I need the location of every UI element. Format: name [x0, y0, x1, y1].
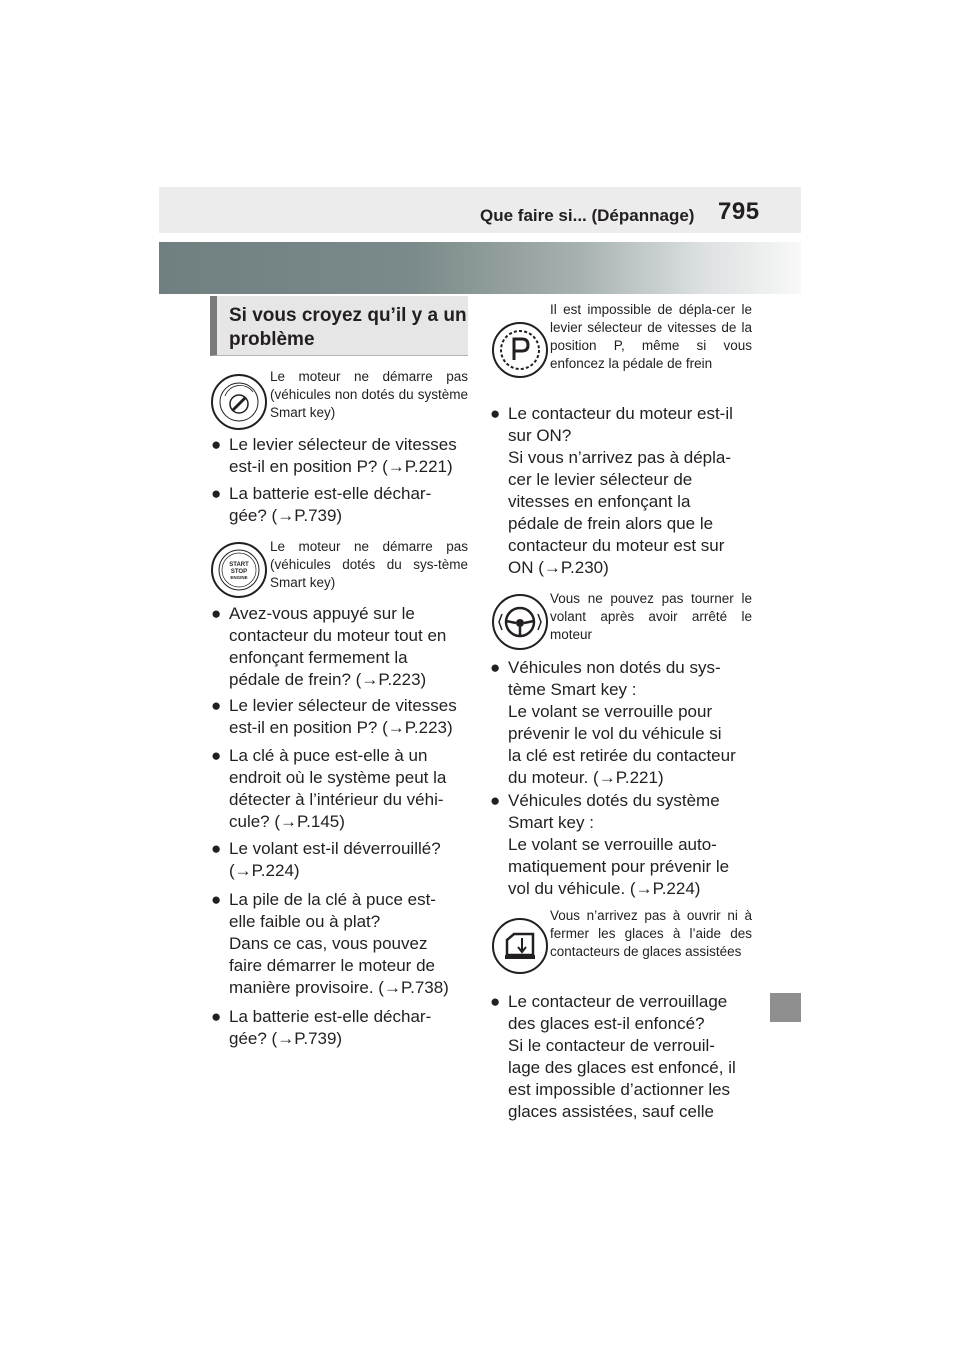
bullet-icon: ●: [211, 484, 222, 503]
engine-label: ENGINE: [230, 575, 248, 580]
page-number: 795: [718, 198, 760, 225]
bullet-icon: ●: [490, 992, 501, 1011]
chapter-side-tab: [770, 993, 801, 1022]
list-item-text: Avez-vous appuyé sur le contacteur du moteur tout en enfonçant fermement la pédale de frein? (→P.223): [229, 604, 447, 689]
bullet-icon: ●: [490, 791, 501, 810]
bullet-icon: ●: [211, 746, 222, 765]
list-item: [490, 991, 760, 1123]
list-item: [211, 838, 471, 882]
note-shift-lever-stuck: Il est impossible de dépla-cer le levier sélecteur de vitesses de la position P, même si vous enfoncez la pédale de frein: [550, 302, 752, 371]
start-stop-engine-button-icon: [211, 542, 267, 598]
section-heading-box: [210, 296, 468, 356]
steering-wheel-lock-icon: [492, 594, 548, 650]
section-title: Si vous croyez qu’il y a un problème: [229, 305, 467, 350]
list-item-text: La batterie est-elle déchar- gée? (→P.739): [229, 1007, 432, 1048]
list-item: [211, 1006, 471, 1050]
list-item-text: Le levier sélecteur de vitesses est-il en position P? (→P.223): [229, 696, 457, 737]
list-item-text: Le levier sélecteur de vitesses est-il en position P? (→P.221): [229, 435, 457, 476]
note-engine-no-start-smart: Le moteur ne démarre pas (véhicules dotés du sys-tème Smart key): [270, 539, 468, 590]
list-item-text: Le volant est-il déverrouillé? (→P.224): [229, 839, 441, 880]
list-item-text: La batterie est-elle déchar- gée? (→P.739): [229, 484, 432, 525]
bullet-icon: ●: [211, 604, 222, 623]
start-label: START: [229, 562, 249, 568]
bullet-icon: ●: [211, 839, 222, 858]
bullet-icon: ●: [211, 1007, 222, 1026]
bullet-icon: ●: [490, 658, 501, 677]
stop-label: STOP: [230, 569, 248, 575]
list-item-text: La clé à puce est-elle à un endroit où le système peut la détecter à l’intérieur du véhi- cule? (→P.145): [229, 746, 447, 831]
list-item-text: Le contacteur du moteur est-il sur ON? Si vous n’arrivez pas à dépla- cer le levier sélecteur de vitesses en enfonçant la pédale de frein alors que le contacteur du moteur est sur ON (→P.230): [508, 404, 733, 577]
chapter-title: Que faire si... (Dépannage): [480, 206, 695, 225]
bullet-icon: ●: [211, 890, 222, 909]
ignition-switch-icon: [211, 374, 267, 430]
list-item-text: Le contacteur de verrouillage des glaces est-il enfoncé? Si le contacteur de verrouil- lage des glaces est enfoncé, il est impossible d’actionner les glaces assistées, sauf celle: [508, 992, 736, 1121]
list-item: [490, 403, 760, 579]
bullet-icon: ●: [211, 435, 222, 454]
bullet-icon: ●: [490, 404, 501, 423]
list-item-text: Véhicules dotés du système Smart key : Le volant se verrouille auto- matiquement pour prévenir le vol du véhicule. (→P.224): [508, 791, 730, 898]
list-item: [211, 889, 471, 999]
park-p-icon: [492, 322, 548, 378]
list-item: [490, 657, 760, 789]
note-engine-no-start-non-smart: Le moteur ne démarre pas (véhicules non dotés du système Smart key): [270, 369, 468, 420]
decorative-gradient-band: [159, 242, 801, 294]
bullet-icon: ●: [211, 696, 222, 715]
list-item: [211, 745, 471, 833]
list-item-text: Véhicules non dotés du sys- tème Smart key : Le volant se verrouille pour prévenir le vol du véhicule si la clé est retirée du contacteur du moteur. (→P.221): [508, 658, 736, 787]
list-item: [211, 434, 471, 478]
power-window-icon: [492, 918, 548, 974]
note-steering-locked: Vous ne pouvez pas tourner le volant après avoir arrêté le moteur: [550, 591, 752, 642]
list-item: [490, 790, 760, 900]
list-item: [211, 695, 471, 739]
list-item: [211, 603, 471, 691]
list-item-text: La pile de la clé à puce est- elle faible ou à plat? Dans ce cas, vous pouvez faire démarrer le moteur de manière provisoire. (→P.738): [229, 890, 449, 997]
note-power-windows: Vous n’arrivez pas à ouvrir ni à fermer les glaces à l’aide des contacteurs de glaces assistées: [550, 908, 752, 959]
list-item: [211, 483, 471, 527]
